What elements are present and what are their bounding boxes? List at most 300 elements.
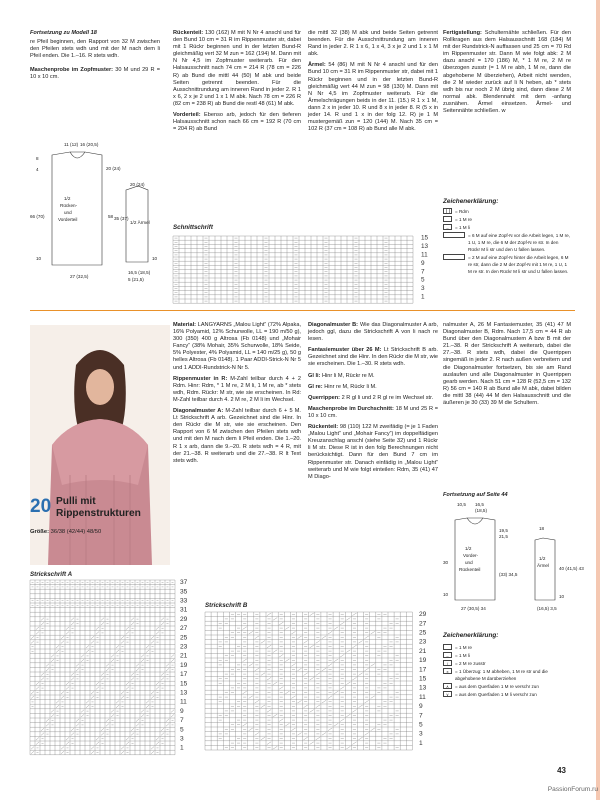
decrease-mark [322,636,326,639]
decrease-mark [156,742,159,745]
decrease-mark [41,678,44,681]
querrippen-head: Querrippen: [308,394,341,401]
decrease-mark [267,613,271,616]
decrease-mark [334,723,338,726]
decrease-mark [146,701,149,704]
schematic-label: 10 [36,256,42,261]
decrease-mark [96,687,99,690]
material-text: LANGYARNS „Malou Light“ (72% Alpaka, 16% Polyamid, 12% Schurwolle, LL = 190 m/50 g), 300 (350) 400 g Altrosa (Fb 0148) und „Mohair Fancy“ (38% Mohair, 35% Schurwolle, 18% Seide, 5% Polyester, 4% Polyamid, LL = 140 m/25 g), 50 g helles Altrosa (Fb 0148). 1 Paar ADDI-Strick-N Nr 5 und 1 ADDI-Rundstrick-N Nr 5. [173,322,301,371]
decrease-mark [61,747,64,750]
row-number: 11 [421,251,428,259]
legend-item: = 1 M re [443,644,571,651]
decrease-mark [316,705,320,708]
legend-top [443,208,571,276]
decrease-mark [243,627,247,630]
decrease-mark [56,650,59,653]
schematic-label: 18 [539,526,545,531]
row-number: 29 [180,615,188,623]
fortsetzung-note: Fortsetzung auf Seite 44 [443,492,508,498]
row-number: 15 [419,675,427,683]
back2-head: Rückenteil: [308,424,339,431]
row-number: 19 [180,661,188,669]
watermark-text: PassionForum.ru [547,786,598,793]
decrease-mark [161,622,164,625]
schematic-label: 20 (24) [130,182,145,187]
schematic-label: (18,5) [475,508,488,513]
legend-item: ∨ = aus dem Querfaden 1 M li verschr zun [443,691,571,698]
decrease-mark [316,737,320,740]
decrease-mark [243,659,247,662]
front-text: Ebenso arb, jedoch für den tieferen Halsausschnitt schon nach 66 cm = 192 R (70 cm = 204 R) ab Bund [173,112,301,133]
schematic-label: 1/2 [64,196,71,201]
decrease-mark [126,627,129,630]
decrease-mark [255,700,259,703]
page-edge-bar [596,0,600,800]
m1-purl-symbol: ∨ [443,691,452,697]
decrease-mark [31,691,34,694]
decrease-mark [273,682,277,685]
decrease-mark [352,742,356,745]
decrease-mark [31,636,34,639]
decrease-mark [340,622,344,625]
schematic-label: 35 (37) [114,216,129,221]
row-number: 13 [180,689,188,697]
decrease-mark [146,705,149,708]
decrease-mark [36,632,39,635]
decrease-mark [126,742,129,745]
decrease-mark [151,636,154,639]
decrease-mark [41,728,44,731]
decrease-mark [106,724,109,727]
decrease-mark [249,696,253,699]
decrease-mark [141,714,144,717]
decrease-mark [31,696,34,699]
material-column [173,322,301,465]
row-number: 1 [419,739,423,747]
decrease-mark [243,691,247,694]
decrease-mark [101,728,104,731]
schematic-label: (16,5) 3,5 [537,606,557,611]
decrease-mark [141,655,144,658]
row-number: 15 [180,680,188,688]
schematic-label: 5 (21,5) [128,277,144,282]
legend-item: = 2 M auf eine Zopf-N hinter die Arbeit legen, 6 M re str, dann die 2 M der Zopf-N mit 1 M re, 1 U, 1 M re str. In den Rückr M li str und U fallen lassen. [443,254,571,275]
decrease-mark [51,710,54,713]
decrease-mark [156,682,159,685]
row-number: 35 [180,588,188,596]
decrease-mark [279,719,283,722]
row-number: 23 [180,643,188,651]
cable-front-symbol [443,232,465,238]
row-number: 21 [180,652,188,660]
schematic-label: 21,5 [499,534,508,539]
fantasy-text: Lt Strickschrift B arb. Gezeichnet sind die Hinr. In den Rückr die M str, wie sie erscheinen. Die 1.–30. R stets wdh. [308,347,438,368]
decrease-mark [359,641,363,644]
decrease-mark [316,673,320,676]
decrease-mark [171,710,174,713]
back2-text: 98 (110) 122 M zweifädig (= je 1 Faden „Malou Light“ und „Mohair Fancy“) im doppelfädigen Kreuzanschlag anschl (siehe Seite 32) und 1 Rückr li M str. Diese R ist in den folg Berechnungen nicht berücksichtigt. Dann für den Bund 7 cm im Rippenmuster str. Danach einfädig in „Malou Light“ weiterarb und M wie folgt einteilen: Rdm, 35 (41) 47 M Diago- [308,424,438,480]
decrease-mark [316,641,320,644]
decrease-mark [61,691,64,694]
decrease-mark [291,696,295,699]
decrease-mark [340,654,344,657]
legend-item: – = 1 M li [443,652,571,659]
decrease-mark [151,747,154,750]
decrease-mark [146,650,149,653]
decrease-mark [156,737,159,740]
gauge2-text: 18 M und 25 R = 10 x 10 cm. [308,405,438,419]
decrease-mark [322,700,326,703]
decrease-mark [41,618,44,621]
knit-symbol [443,216,452,222]
legend-top-title: Zeichenerklärung: [443,198,499,205]
schematic-label: 20 (24) [106,166,121,171]
decrease-mark [291,631,295,634]
decrease-mark [328,631,332,634]
decrease-mark [41,673,44,676]
row-number: 27 [419,620,427,628]
back-text: 130 (162) M mit N Nr 4 anschl und für den Bund 10 cm = 31 R im Rippenmuster str, dabei mit 1 Rückr beginnen und in der letzten Bund-R gleichmäßig vert 32 M zun = 162 (194) M. Dann mit N Nr 4,5 im Zopfmuster weiterarb. Für den Halsausschnitt nach 74 cm = 214 R (78 cm = 226 R) ab Bund die mittl 44 (50) M abk und beide Seiten getrennt beenden. Für die Ausschnittrundung am inneren Rand in jeder 2. R 1 x 6, 2 x je 2 und 1 x 1 M abk. Nach 78 cm = 226 R (82 cm = 238 R) ab Bund die restl 48 (61) M abk. [173,30,301,107]
decrease-mark [131,673,134,676]
decrease-mark [96,742,99,745]
schematic-label: Ärmel [537,563,549,568]
gauge-text: 30 M und 29 R = 10 x 10 cm. [30,67,160,81]
decrease-mark [81,714,84,717]
decrease-mark [352,613,356,616]
decrease-mark [96,632,99,635]
gauge2-head: Maschenprobe im Durchschnitt: [308,405,394,412]
querrippen-text: 2 R gl li und 2 R gl re im Wechsel str. [341,394,434,401]
decrease-mark [166,664,169,667]
decrease-mark [106,664,109,667]
decrease-mark [304,705,308,708]
decrease-mark [71,728,74,731]
decrease-mark [61,636,64,639]
decrease-mark [151,696,154,699]
decrease-mark [261,737,265,740]
sleeve-outline [535,538,555,600]
decrease-mark [273,618,277,621]
decrease-mark [81,655,84,658]
decrease-mark [310,742,314,745]
intro-text: re Pfeil beginnen, den Rapport von 32 M zwischen den Pfeilen stets wdh und mit der M nach dem li Pfeil enden. Die 1.–16. R stets wdh. [30,39,160,60]
schematic-label: 27 (32,5) [70,274,89,279]
decrease-mark [131,678,134,681]
decrease-mark [61,696,64,699]
skp-symbol: x [443,668,452,674]
decrease-mark [346,650,350,653]
decrease-mark [91,751,94,754]
decrease-mark [261,673,265,676]
row-number: 33 [180,597,188,605]
decrease-mark [166,719,169,722]
decrease-mark [76,668,79,671]
decrease-mark [298,668,302,671]
back-piece-column [173,30,301,133]
schematic-label: 10 [559,594,565,599]
strickschrift-a-title: Strickschrift A [30,571,73,578]
decrease-mark [304,737,308,740]
row-number: 17 [180,671,188,679]
row-number: 5 [421,276,425,284]
decrease-mark [121,636,124,639]
schematic-label: 10 [443,592,449,597]
legend-item: = 6 M auf eine Zopf-N vor die Arbeit legen, 1 M re, 1 U, 1 M re, die 6 M der Zopf-N re str. In den Rückr M li str und den U fallen lassen. [443,232,571,253]
schematic-label: 16 (20,5) [80,142,99,147]
decrease-mark [365,636,369,639]
decrease-mark [131,622,134,625]
decrease-mark [66,682,69,685]
row-number: 11 [419,693,426,701]
diagonal-a-text: M-Zahl teilbar durch 6 + 5 M. Lt Strickschrift A arb. Gezeichnet sind die Hinr. In den Rückr die M str, wie sie erscheinen. Den Rapport von 6 M zwischen den Pfeilen stets wdh und mit den M nach dem li Pfeil enden. Die 1.–20. R 1 x arb, dann die 9.–20. R stets wdh = 4 R, mit der 21.–38. R weiterarb und die 27.–38. R lt Text stets wdh. [173,408,301,464]
decrease-mark [101,733,104,736]
gl-re-text: Hinr re M, Rückr li M. [324,383,377,390]
decrease-mark [371,696,375,699]
decrease-mark [298,733,302,736]
decrease-mark [340,687,344,690]
decrease-mark [121,696,124,699]
row-number: 25 [180,634,188,642]
continuation-text: nalmuster A, 26 M Fantasiemuster, 35 (41) 47 M Diagonalmuster B, Rdm. Nach 17,5 cm = 44 R ab Bund über den Diagonalmustern A bzw B mit der 21.–38. R der Strickschrift A weiterarb, dabei die 27.–38. R stets wdh, dabei die Querrippen singemäß in jeder 2. R nach außen verbreitern und die Diagonalmuster fortsetzen, bis sie am Rand auslaufen und alle Diagonalmuster in Querrippen gearb werden. Nach 51 cm = 128 R (52,5 cm = 132 R) 56 cm = 140 R ab Bund alle M abk, dabei bilden die mittl 38 (44) 44 M den Halsausschnitt und die äußeren je 30 (33) 39 M die Schultern. [443,322,571,407]
decrease-mark [56,705,59,708]
decrease-mark [46,664,49,667]
decrease-mark [346,746,350,749]
schematic-label: 16,5 (18,5) [128,270,151,275]
decrease-mark [71,733,74,736]
row-number: 7 [180,717,184,725]
pattern-column [308,322,438,481]
row-number: 21 [419,647,427,655]
decrease-mark [291,664,295,667]
decrease-mark [36,682,39,685]
decrease-mark [298,700,302,703]
decrease-mark [279,654,283,657]
decrease-mark [171,714,174,717]
decrease-mark [111,659,114,662]
decrease-mark [365,668,369,671]
continued-label: Fortsetzung zu Modell 18 [30,30,97,36]
decrease-mark [86,645,89,648]
diagonal-b-head: Diagonalmuster B: [308,322,359,328]
decrease-mark [56,645,59,648]
decrease-mark [136,664,139,667]
decrease-mark [161,618,164,621]
decrease-mark [66,687,69,690]
decrease-mark [41,622,44,625]
chart-top [173,236,441,308]
decrease-mark [136,668,139,671]
decrease-mark [304,673,308,676]
decrease-mark [31,751,34,754]
decrease-mark [310,645,314,648]
neck-curve [467,518,483,524]
decrease-mark [121,691,124,694]
decrease-mark [365,700,369,703]
decrease-mark [71,673,74,676]
decrease-mark [334,691,338,694]
row-number: 9 [180,707,184,715]
sizes-head: Größe: [30,529,50,535]
decrease-mark [36,627,39,630]
decrease-mark [267,677,271,680]
decrease-mark [328,664,332,667]
decrease-mark [156,627,159,630]
decrease-mark [255,668,259,671]
decrease-mark [81,659,84,662]
front-head: Vorderteil: [173,112,201,119]
row-number: 31 [180,606,188,614]
decrease-mark [249,631,253,634]
schematic-label: 4 [36,167,39,172]
decrease-mark [81,710,84,713]
decrease-mark [279,622,283,625]
decrease-mark [66,742,69,745]
decrease-mark [71,618,74,621]
model-name-line2: Rippenstrukturen [56,508,141,519]
decrease-mark [46,719,49,722]
schematic-label: 1/2 [465,546,472,551]
decrease-mark [328,696,332,699]
decrease-mark [371,664,375,667]
decrease-mark [322,733,326,736]
row-number: 13 [421,243,429,251]
section-divider [30,310,575,311]
decrease-mark [36,687,39,690]
schematic-label: 10,5 [457,502,466,507]
decrease-mark [91,696,94,699]
decrease-mark [101,678,104,681]
decrease-mark [116,650,119,653]
legend-bottom [443,644,571,699]
schematic-label: Vorderteil [58,217,78,222]
sizes-line [30,529,170,536]
row-number: 27 [180,625,188,633]
schematic-label: und [465,560,473,565]
decrease-mark [151,691,154,694]
decrease-mark [279,687,283,690]
cable-back-symbol [443,254,465,260]
decrease-mark [310,677,314,680]
sleeve-text: 54 (86) M mit N Nr 4 anschl und für den Bund 10 cm = 31 R im Rippenmuster str, dabei mit 1 Rückr beginnen und in der letzten Bund-R gleichmäßig vert 44 M zun = 98 (130) M. Dann mit N Nr 4,5 im Zopfmuster weiterarb. Für die Ärmelschrägungen beids in der 11. (15.) R 1 x 1 M, dann 2 x in jeder 10. R und 8 x in jeder 8. R (5 x in jeder 14. R und 1 x in der folg 12. R) je 1 M mustergemäß zun = 120 (144) M. Nach 35 cm = 102 R (37 cm = 108 R) ab Bund alle M abk. [308,62,439,133]
schematic-label: 1/2 [539,556,546,561]
decrease-mark [166,724,169,727]
decrease-mark [261,705,265,708]
decrease-mark [136,719,139,722]
chart-b [205,612,445,762]
decrease-mark [96,737,99,740]
decrease-mark [136,724,139,727]
decrease-mark [46,668,49,671]
decrease-mark [51,714,54,717]
row-number: 19 [419,657,427,665]
decrease-mark [146,645,149,648]
schematic-label: 10 [152,256,158,261]
decrease-mark [273,650,277,653]
decrease-mark [161,678,164,681]
decrease-mark [161,728,164,731]
decrease-mark [156,687,159,690]
decrease-mark [255,636,259,639]
legend-item: – = 1 M li [443,224,571,231]
decrease-mark [359,705,363,708]
decrease-mark [171,659,174,662]
decrease-mark [71,678,74,681]
diagonal-b-text: Wie das Diagonalmuster A arb, jedoch ggl, dazu die Strickschrift A von li nach re lesen. [308,322,439,343]
row-number: 17 [419,666,427,674]
decrease-mark [141,710,144,713]
schematic-bottom [443,500,584,620]
decrease-mark [322,668,326,671]
legend-bottom-title: Zeichenerklärung: [443,632,499,639]
strickschrift-b-title: Strickschrift B [205,602,248,609]
schematic-label: 27 (30,5) 34 [461,606,486,611]
schnittschrift-title: Schnittschrift [173,224,213,231]
decrease-mark [346,618,350,621]
decrease-mark [91,691,94,694]
purl-symbol: – [443,652,452,658]
decrease-mark [346,714,350,717]
schematic-label: 1/2 Ärmel [130,220,150,225]
decrease-mark [121,641,124,644]
decrease-mark [151,751,154,754]
decrease-mark [171,655,174,658]
decrease-mark [365,733,369,736]
decrease-mark [352,710,356,713]
decrease-mark [359,673,363,676]
decrease-mark [101,673,104,676]
decrease-mark [352,677,356,680]
model-number: 20 [30,496,52,517]
row-number: 23 [419,638,427,646]
decrease-mark [96,627,99,630]
decrease-mark [141,659,144,662]
body-outline [455,518,495,600]
decrease-mark [131,618,134,621]
legend-item: x = 1 Überzug: 1 M abheben, 1 M re str und die abgehobene M darüberziehen [443,668,571,682]
schematic-label: 58 [108,214,114,219]
schematic-label: 66 (70) [30,214,45,219]
decrease-mark [31,641,34,644]
decrease-mark [243,723,247,726]
row-number: 25 [419,629,427,637]
row-number: 7 [421,268,425,276]
decrease-mark [76,664,79,667]
neck-text: die mittl 32 (38) M abk und beide Seiten getrennt beenden. Für die Ausschnittrundung am inneren Rand in jeder 2. R 1 x 6, 1 x 4, 3 x je 2 und 1 x 1 M abk. [308,30,438,58]
decrease-mark [66,627,69,630]
decrease-mark [126,682,129,685]
decrease-mark [346,682,350,685]
selvedge-symbol [443,208,452,214]
finishing-column [443,30,571,115]
sleeve-column [308,30,438,133]
decrease-mark [285,627,289,630]
fantasy-head: Fantasiemuster über 26 M: [308,347,382,354]
gl-re-head: Gl re: [308,383,323,390]
chart-a [30,580,212,760]
decrease-mark [56,701,59,704]
decrease-mark [273,714,277,717]
decrease-mark [126,737,129,740]
decrease-mark [46,724,49,727]
decrease-mark [310,613,314,616]
decrease-mark [61,641,64,644]
decrease-mark [51,655,54,658]
row-number: 13 [419,684,427,692]
model-name-line1: Pulli mit [56,496,96,507]
schematic-label: (33) 34,5 [499,572,518,577]
row-number: 1 [180,744,184,752]
decrease-mark [310,710,314,713]
